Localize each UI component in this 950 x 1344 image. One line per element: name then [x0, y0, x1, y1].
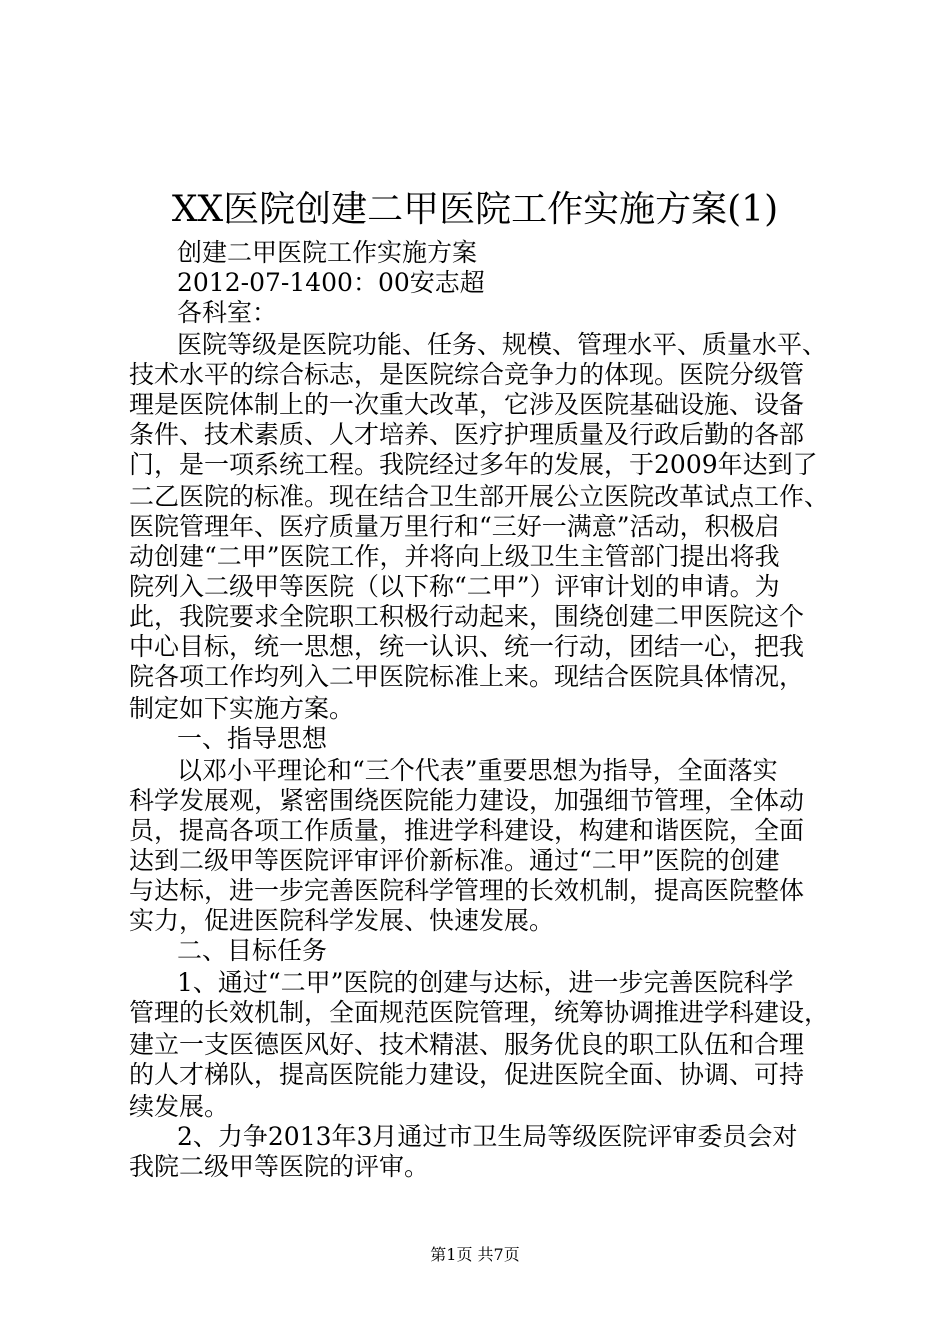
section-heading: 一、指导思想: [177, 724, 328, 753]
body-line: 医院等级是医院功能、任务、规模、管理水平、质量水平、: [177, 330, 828, 359]
document-title: XX医院创建二甲医院工作实施方案(1): [171, 189, 779, 230]
body-line: 中心目标，统一思想，统一认识、统一行动，团结一心，把我: [129, 632, 805, 661]
body-line: 管理的长效机制，全面规范医院管理，统筹协调推进学科建设，: [129, 998, 830, 1027]
body-line: 技术水平的综合标志，是医院综合竞争力的体现。医院分级管: [129, 360, 805, 389]
date-author-line: 2012-07-1400：00安志超: [177, 268, 485, 297]
document-subtitle: 创建二甲医院工作实施方案: [177, 238, 478, 267]
body-line: 科学发展观，紧密围绕医院能力建设，加强细节管理，全体动: [129, 786, 805, 815]
salutation: 各科室：: [177, 298, 278, 327]
body-line: 条件、技术素质、人才培养、医疗护理质量及行政后勤的各部: [129, 420, 805, 449]
body-line: 实力，促进医院科学发展、快速发展。: [129, 906, 555, 935]
page-footer: 第1页 共7页: [430, 1245, 520, 1264]
section-heading: 二、目标任务: [177, 936, 328, 965]
body-line: 理是医院体制上的一次重大改革，它涉及医院基础设施、设备: [129, 390, 805, 419]
body-line: 二乙医院的标准。现在结合卫生部开展公立医院改革试点工作、: [129, 482, 830, 511]
body-line: 员，提高各项工作质量，推进学科建设，构建和谐医院，全面: [129, 816, 805, 845]
body-line: 此，我院要求全院职工积极行动起来，围绕创建二甲医院这个: [129, 602, 805, 631]
body-line: 的人才梯队，提高医院能力建设，促进医院全面、协调、可持: [129, 1060, 805, 1089]
body-line: 1、通过“二甲”医院的创建与达标，进一步完善医院科学: [177, 968, 794, 997]
body-line: 门，是一项系统工程。我院经过多年的发展，于2009年达到了: [129, 450, 818, 479]
body-line: 续发展。: [129, 1092, 230, 1121]
body-line: 达到二级甲等医院评审评价新标准。通过“二甲”医院的创建: [129, 846, 780, 875]
body-line: 动创建“二甲”医院工作，并将向上级卫生主管部门提出将我: [129, 542, 780, 571]
body-line: 院列入二级甲等医院（以下称“二甲”）评审计划的申请。为: [129, 572, 780, 601]
body-line: 建立一支医德医风好、技术精湛、服务优良的职工队伍和合理: [129, 1030, 805, 1059]
body-line: 以邓小平理论和“三个代表”重要思想为指导，全面落实: [177, 756, 778, 785]
body-line: 2、力争2013年3月通过市卫生局等级医院评审委员会对: [177, 1122, 798, 1151]
body-line: 制定如下实施方案。: [129, 694, 355, 723]
body-line: 医院管理年、医疗质量万里行和“三好一满意”活动，积极启: [129, 512, 780, 541]
body-line: 院各项工作均列入二甲医院标准上来。现结合医院具体情况，: [129, 662, 805, 691]
body-line: 我院二级甲等医院的评审。: [129, 1152, 430, 1181]
body-line: 与达标，进一步完善医院科学管理的长效机制，提高医院整体: [129, 876, 805, 905]
